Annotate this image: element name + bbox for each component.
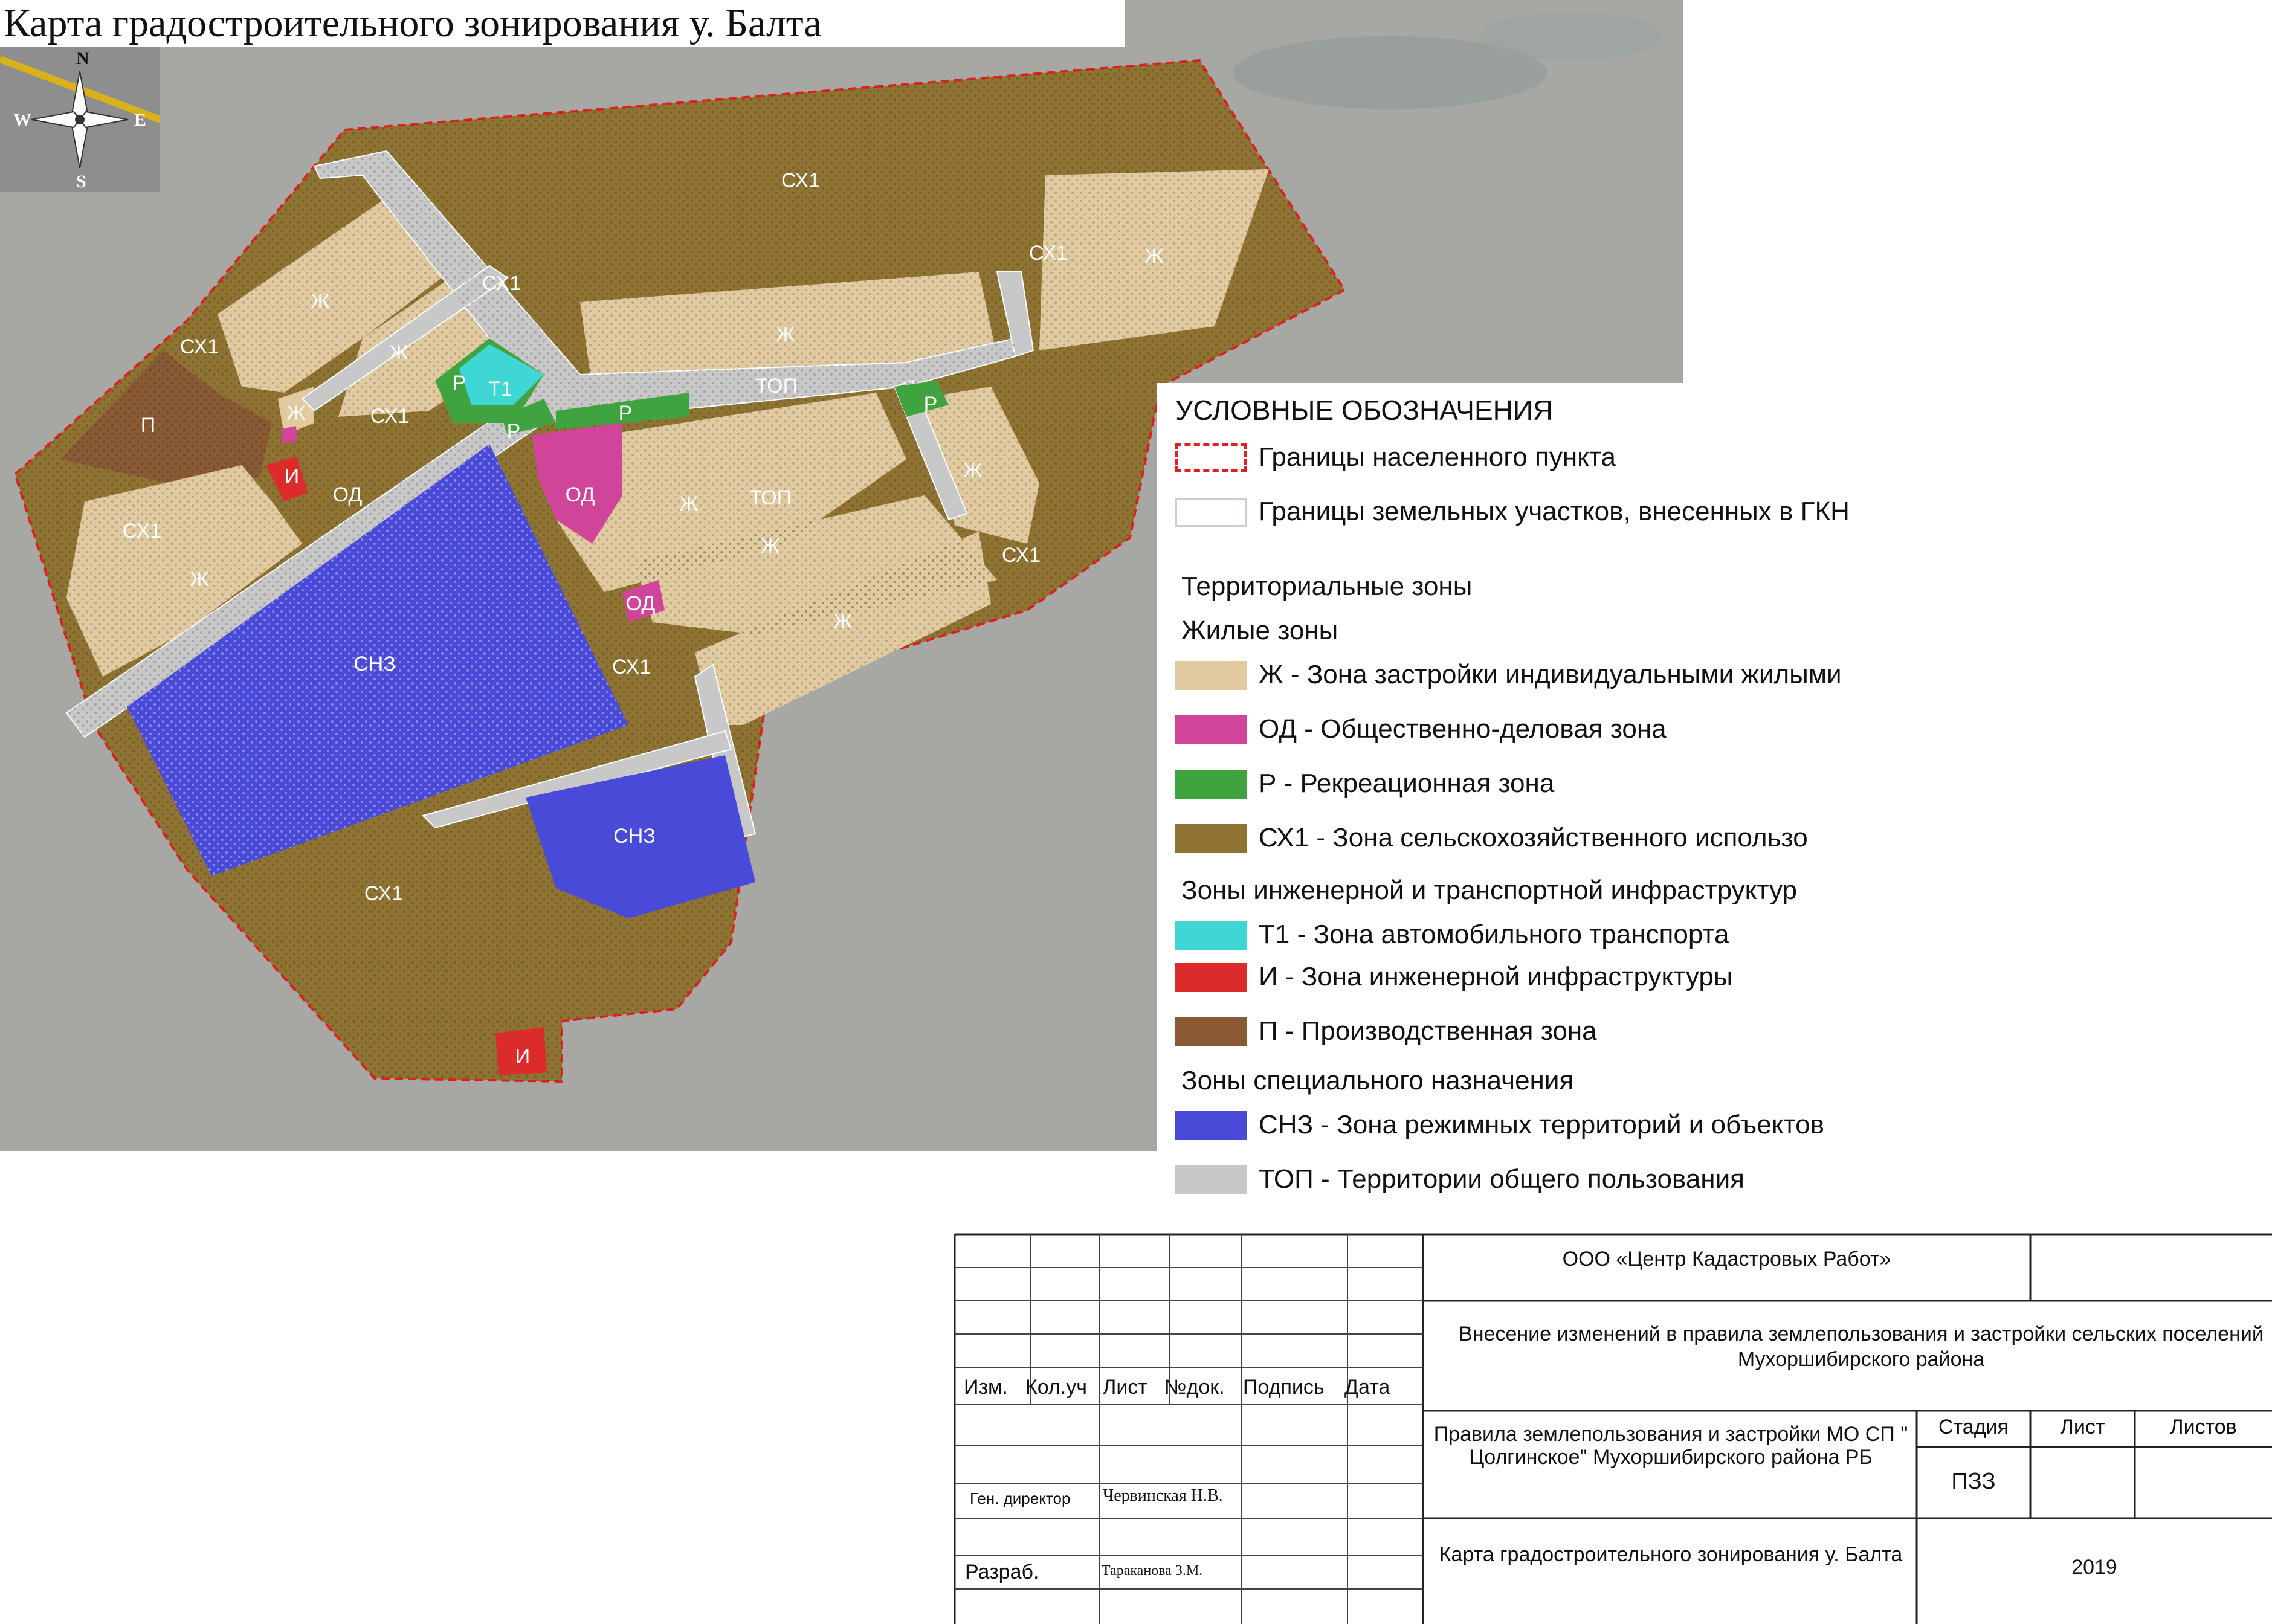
od-zone-tiny	[281, 426, 297, 444]
label-sx1: СХ1	[1001, 544, 1041, 567]
label-zh: Ж	[286, 402, 306, 425]
label-t1: Т1	[488, 378, 512, 401]
label-od: ОД	[332, 483, 363, 506]
developer-name: Тараканова З.М.	[1102, 1563, 1203, 1579]
stamp-stage-label: Стадия	[1938, 1416, 2009, 1439]
label-snz: СНЗ	[613, 825, 656, 848]
stamp-company: ООО «Центр Кадастровых Работ»	[1562, 1248, 1891, 1271]
label-zh: Ж	[389, 341, 408, 364]
zh-swatch	[1175, 661, 1247, 690]
director-name: Червинская Н.В.	[1103, 1486, 1223, 1505]
label-zh: Ж	[311, 290, 330, 313]
col-ndok: №док.	[1164, 1376, 1225, 1399]
label-zh: Ж	[761, 535, 780, 558]
top-swatch	[1175, 1165, 1247, 1194]
compass-w: W	[13, 110, 31, 130]
legend-item-boundary: Границы населенного пункта	[1175, 437, 1919, 480]
legend	[1157, 383, 1919, 1205]
legend-item-top: ТОП - Территории общего пользования	[1175, 1159, 1919, 1202]
compass-s: S	[76, 172, 86, 192]
compass-icon	[0, 47, 160, 192]
label-r: Р	[923, 393, 938, 416]
label-sx1: СХ1	[370, 405, 410, 428]
developer-role: Разраб.	[965, 1561, 1039, 1584]
legend-title: УСЛОВНЫЕ ОБОЗНАЧЕНИЯ	[1175, 395, 1554, 426]
legend-item-parcels: Границы земельных участков, внесенных в ГКН	[1175, 492, 1919, 534]
legend-item-snz: СНЗ - Зона режимных территорий и объектов	[1175, 1105, 1919, 1147]
stamp-year: 2019	[2071, 1556, 2117, 1579]
compass-n: N	[76, 48, 89, 68]
label-r: Р	[452, 372, 466, 395]
label-sx1: СХ1	[364, 882, 404, 905]
stamp-sheets-label: Листов	[2170, 1416, 2237, 1439]
legend-section-territorial: Территориальные зоны	[1181, 572, 1473, 601]
stamp-map-name: Карта градостроительного зонирования у. Балта	[1439, 1543, 1903, 1566]
p-swatch	[1175, 1017, 1247, 1046]
label-top: ТОП	[749, 486, 792, 509]
legend-item-od: ОД - Общественно-деловая зона	[1175, 709, 1919, 752]
stamp-project: Внесение изменений в правила землепользования и застройки сельских поселений Мухоршибирского района	[1459, 1323, 2264, 1371]
legend-section-infra: Зоны инженерной и транспортной инфраструктур	[1181, 875, 1798, 905]
label-sx1: СХ1	[1028, 242, 1068, 265]
label-i: И	[515, 1045, 531, 1068]
legend-item-i: И - Зона инженерной инфраструктуры	[1175, 957, 1919, 999]
label-zh: Ж	[679, 492, 699, 515]
label-sx1: СХ1	[122, 520, 162, 543]
compass-e: E	[134, 110, 147, 130]
label-i: И	[284, 465, 300, 488]
legend-section-special: Зоны специального назначения	[1181, 1066, 1574, 1095]
label-sx1: СХ1	[781, 169, 821, 192]
label-od: ОД	[625, 592, 656, 615]
stamp-doc: Правила землепользования и застройки МО СП " Цолгинское" Мухоршибирского района РБ	[1433, 1423, 1908, 1469]
parcels-swatch	[1175, 498, 1247, 527]
sx1-swatch	[1175, 824, 1247, 853]
od-swatch	[1175, 715, 1247, 744]
legend-item-t1: Т1 - Зона автомобильного транспорта	[1175, 915, 1919, 957]
map-title: Карта градостроительного зонирования у. Балта	[0, 0, 1125, 47]
i-swatch	[1175, 963, 1247, 992]
label-zh: Ж	[833, 610, 853, 633]
label-sx1: СХ1	[612, 656, 651, 678]
label-od: ОД	[565, 483, 595, 506]
label-zh: Ж	[190, 568, 209, 591]
legend-item-sx1: СХ1 - Зона сельскохозяйственного использо	[1175, 818, 1919, 860]
col-kol: Кол.уч	[1025, 1376, 1087, 1399]
stamp-sheet-label: Лист	[2060, 1416, 2105, 1439]
col-podpis: Подпись	[1243, 1376, 1325, 1399]
compass-rose	[0, 47, 160, 192]
col-izm: Изм.	[964, 1376, 1008, 1399]
stamp-stage: ПЗЗ	[1951, 1469, 1996, 1494]
label-p: П	[140, 414, 156, 437]
label-zh: Ж	[1144, 245, 1164, 268]
boundary-swatch	[1175, 443, 1247, 472]
legend-item-zh: Ж - Зона застройки индивидуальными жилыми	[1175, 655, 1919, 697]
label-sx1: СХ1	[179, 335, 219, 358]
r-swatch	[1175, 770, 1247, 799]
label-zh: Ж	[963, 459, 983, 482]
title-block	[952, 1229, 2272, 1624]
label-r: Р	[618, 402, 633, 425]
col-list: Лист	[1103, 1376, 1147, 1399]
col-data: Дата	[1344, 1376, 1390, 1399]
snz-swatch	[1175, 1111, 1247, 1140]
label-sx1: СХ1	[482, 272, 521, 295]
director-role: Ген. директор	[970, 1489, 1071, 1507]
label-r: Р	[506, 420, 521, 443]
legend-item-p: П - Производственная зона	[1175, 1011, 1919, 1054]
legend-section-residential: Жилые зоны	[1181, 616, 1338, 645]
label-snz: СНЗ	[353, 652, 396, 675]
t1-swatch	[1175, 921, 1247, 950]
label-zh: Ж	[776, 323, 795, 346]
label-top: ТОП	[755, 375, 798, 398]
legend-item-r: Р - Рекреационная зона	[1175, 764, 1919, 806]
